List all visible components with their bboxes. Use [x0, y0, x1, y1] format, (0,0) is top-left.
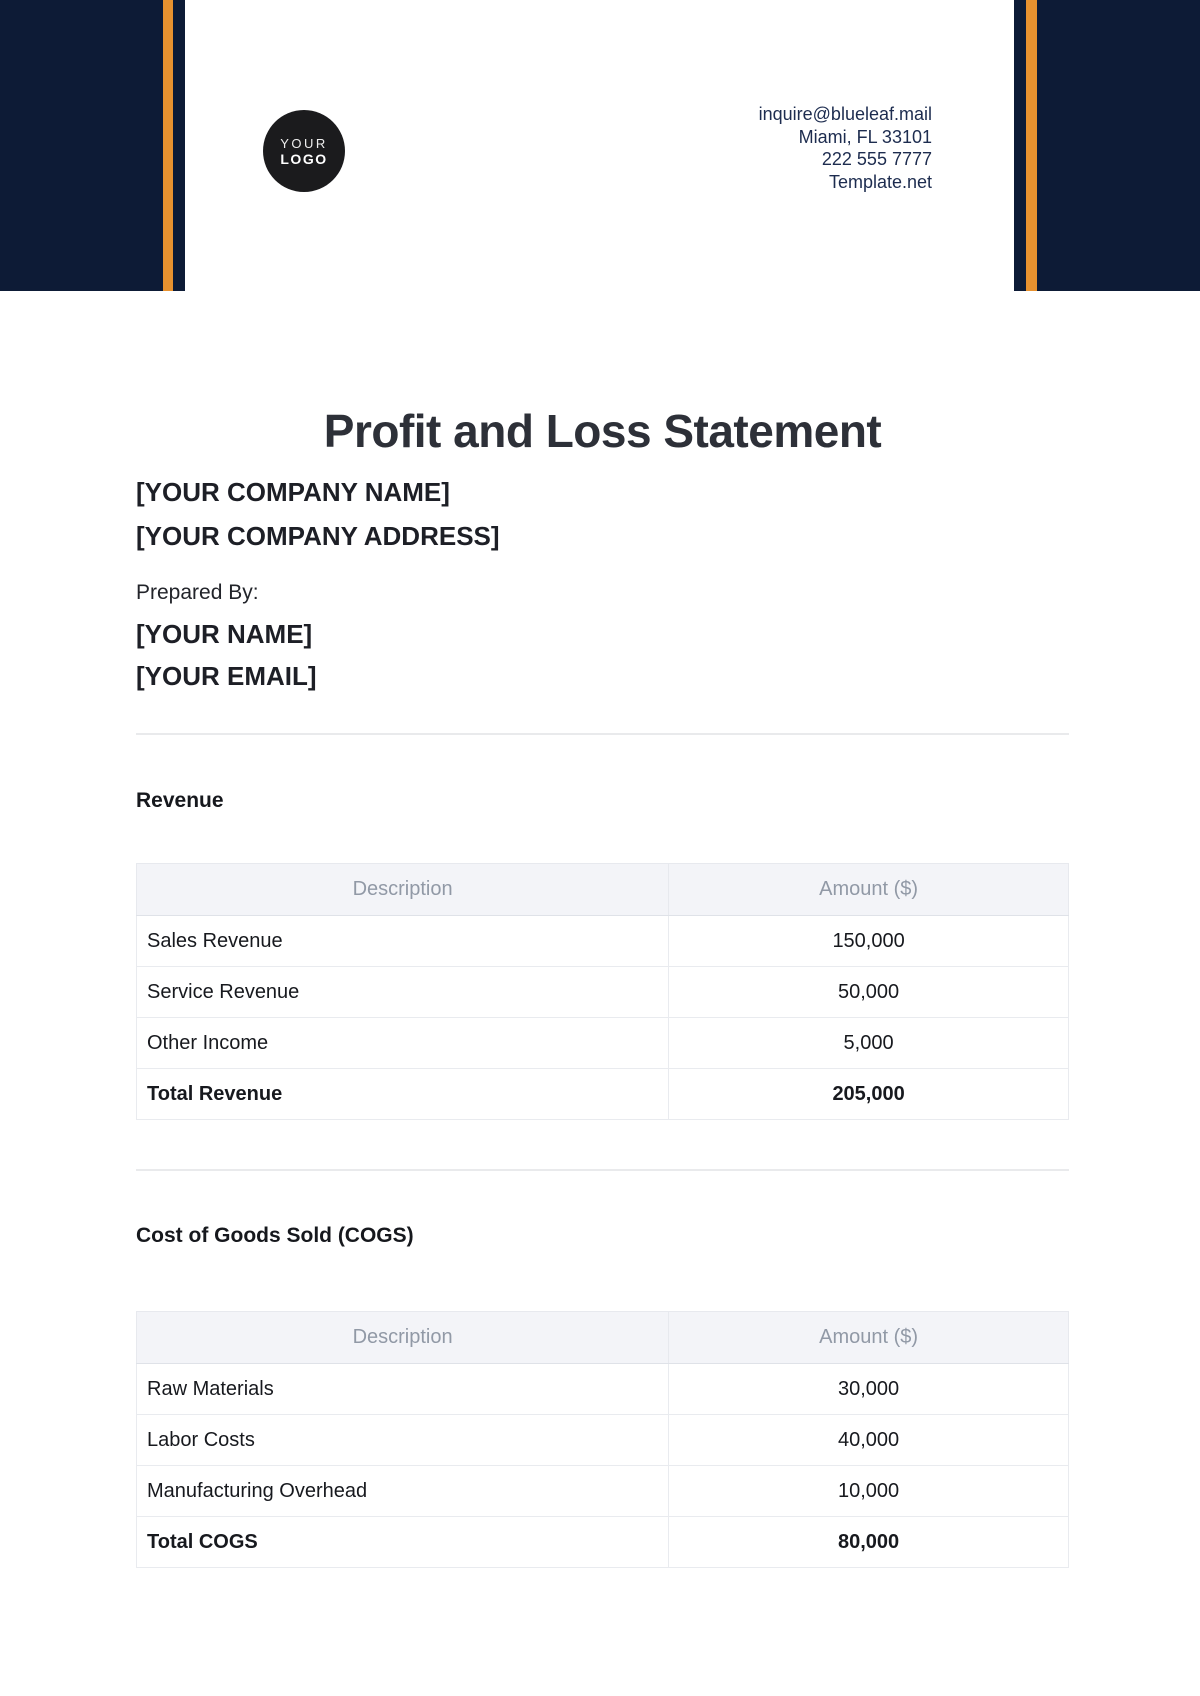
row-description: Sales Revenue	[137, 916, 669, 967]
total-row	[137, 1069, 1069, 1120]
logo-text-logo: LOGO	[280, 150, 328, 167]
company-name-placeholder: [YOUR COMPANY NAME]	[136, 477, 450, 507]
contact-phone: 222 555 7777	[821, 149, 932, 169]
row-amount: 10,000	[669, 1466, 1069, 1517]
right-navy-block	[1037, 0, 1200, 291]
total-label: Total COGS	[137, 1517, 669, 1568]
table-row	[137, 916, 1069, 967]
total-amount: 205,000	[669, 1069, 1069, 1120]
row-amount: 50,000	[669, 967, 1069, 1018]
column-header-description: Description	[137, 1312, 669, 1364]
right-navy-stripe	[1014, 0, 1026, 291]
revenue-heading: Revenue	[136, 789, 224, 812]
total-amount: 80,000	[669, 1517, 1069, 1568]
page-title: Profit and Loss Statement	[323, 405, 882, 457]
row-description: Raw Materials	[137, 1364, 669, 1415]
section-divider	[136, 733, 1069, 735]
cogs-table	[136, 1311, 1069, 1568]
header-band	[0, 0, 1200, 291]
column-header-amount: Amount ($)	[669, 864, 1069, 916]
contact-email: inquire@blueleaf.mail	[758, 104, 932, 124]
row-description: Other Income	[137, 1018, 669, 1069]
table-header-row	[137, 1312, 1069, 1364]
row-amount: 150,000	[669, 916, 1069, 967]
preparer-email-placeholder: [YOUR EMAIL]	[136, 661, 317, 691]
row-description: Service Revenue	[137, 967, 669, 1018]
row-description: Labor Costs	[137, 1415, 669, 1466]
cogs-heading: Cost of Goods Sold (COGS)	[136, 1224, 414, 1247]
prepared-by-label: Prepared By:	[136, 581, 259, 604]
preparer-name-placeholder: [YOUR NAME]	[136, 619, 313, 649]
column-header-amount: Amount ($)	[669, 1312, 1069, 1364]
table-row	[137, 1466, 1069, 1517]
table-row	[137, 1415, 1069, 1466]
table-row	[137, 1018, 1069, 1069]
contact-website: Template.net	[828, 171, 932, 192]
table-row	[137, 967, 1069, 1018]
left-navy-stripe	[173, 0, 185, 291]
section-divider	[136, 1169, 1069, 1171]
document-body	[136, 291, 1069, 1568]
row-amount: 5,000	[669, 1018, 1069, 1069]
revenue-table	[136, 863, 1069, 1120]
table-header-row	[137, 864, 1069, 916]
logo-text-your: YOUR	[280, 135, 328, 151]
row-amount: 40,000	[669, 1415, 1069, 1466]
column-header-description: Description	[137, 864, 669, 916]
left-orange-stripe	[163, 0, 173, 291]
table-row	[137, 1364, 1069, 1415]
total-row	[137, 1517, 1069, 1568]
company-address-placeholder: [YOUR COMPANY ADDRESS]	[136, 521, 500, 551]
contact-location: Miami, FL 33101	[798, 126, 932, 147]
company-logo	[263, 110, 345, 192]
left-navy-block	[0, 0, 163, 291]
contact-block	[759, 103, 932, 193]
total-label: Total Revenue	[137, 1069, 669, 1120]
right-orange-stripe	[1026, 0, 1037, 291]
row-description: Manufacturing Overhead	[137, 1466, 669, 1517]
row-amount: 30,000	[669, 1364, 1069, 1415]
